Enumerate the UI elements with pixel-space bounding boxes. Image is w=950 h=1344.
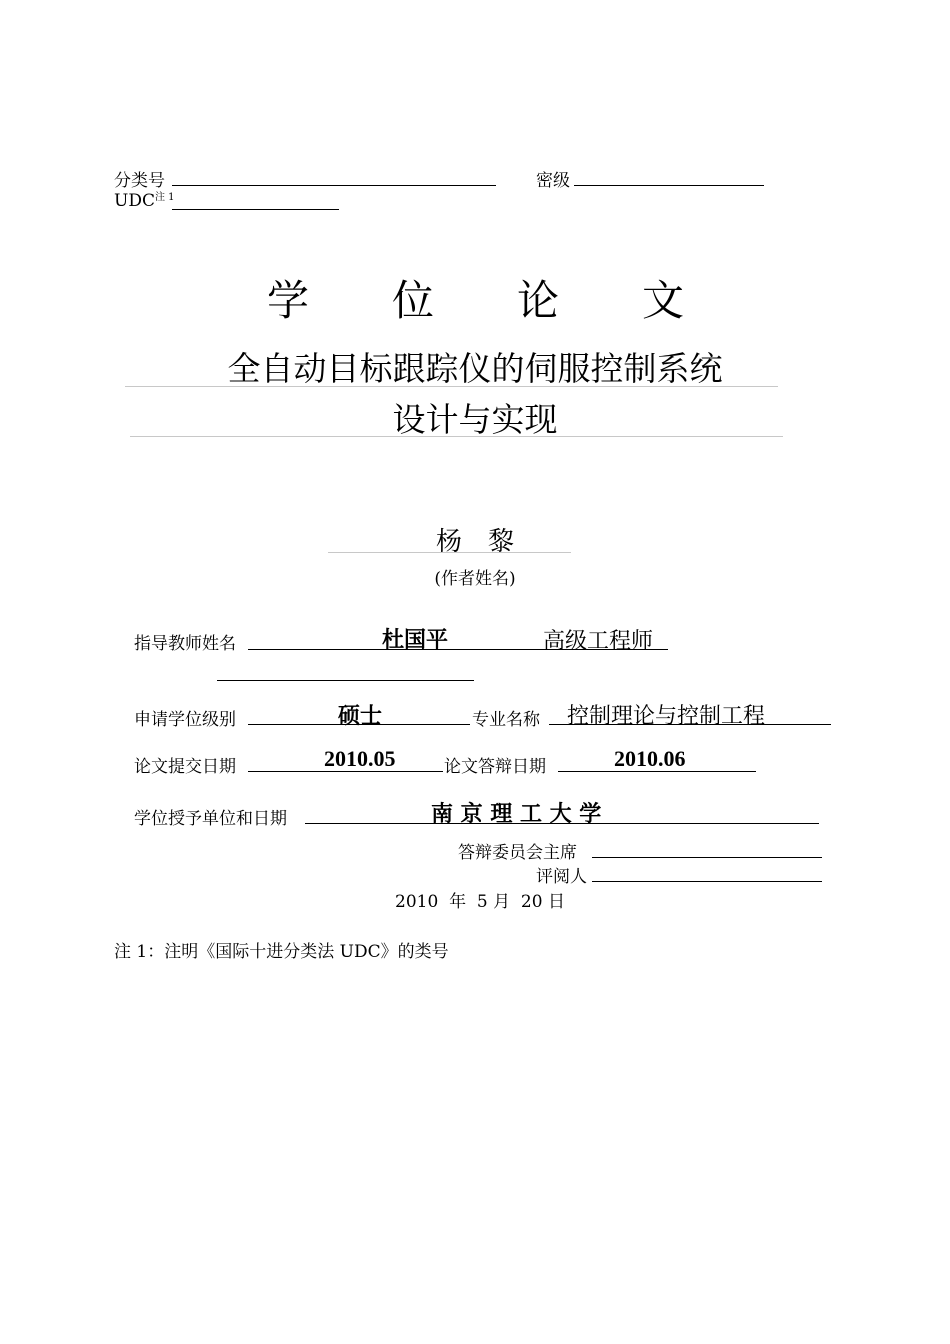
advisor-title: 高级工程师: [543, 629, 654, 654]
title-char-3: 论: [517, 276, 560, 325]
author-rule: [328, 552, 571, 553]
classification-label: 分类号: [114, 171, 165, 191]
major-label: 专业名称: [472, 710, 540, 730]
title-char-1: 学: [267, 276, 310, 325]
udc-blank: [172, 209, 339, 210]
reviewer-blank: [592, 881, 822, 882]
thesis-title-line2: 设计与实现: [392, 400, 558, 439]
secret-level-blank: [574, 185, 764, 186]
thesis-title-rule-2: [130, 436, 783, 437]
title-char-2: 位: [392, 276, 435, 325]
udc-label: $UDC^{注 1}$: [114, 191, 175, 211]
defense-date-value: 2010.06: [614, 746, 686, 771]
udc-note-mark: 注 1: [154, 192, 175, 203]
advisor-second-blank: [217, 680, 474, 681]
grantor-label: 学位授予单位和日期: [134, 809, 287, 829]
committee-chair-label: 答辩委员会主席: [458, 843, 577, 863]
title-char-4: 文: [642, 276, 685, 325]
committee-chair-blank: [592, 857, 822, 858]
footnote: 注 1：注明《国际十进分类法 UDC》的类号: [114, 942, 449, 962]
advisor-name: 杜国平: [382, 628, 449, 653]
advisor-label: 指导教师姓名: [134, 634, 236, 654]
classification-blank: [172, 185, 496, 186]
thesis-title-line1: 全自动目标跟踪仪的伺服控制系统: [227, 349, 723, 388]
author-name: 杨 黎: [435, 527, 514, 557]
signing-date: 2010 年 5 月 20 日: [395, 892, 565, 912]
grantor-value: 南 京 理 工 大 学: [431, 802, 602, 827]
defense-date-label: 论文答辩日期: [444, 757, 546, 777]
thesis-title-rule-1: [125, 386, 778, 387]
secret-level-label: 密级: [536, 171, 570, 191]
submit-date-label: 论文提交日期: [134, 757, 236, 777]
major-value: 控制理论与控制工程: [567, 704, 766, 729]
reviewer-label: 评阅人: [536, 867, 587, 887]
author-caption: (作者姓名): [434, 569, 516, 589]
degree-level-label: 申请学位级别: [134, 710, 236, 730]
degree-level-value: 硕士: [338, 704, 383, 729]
submit-date-value: 2010.05: [324, 746, 396, 771]
